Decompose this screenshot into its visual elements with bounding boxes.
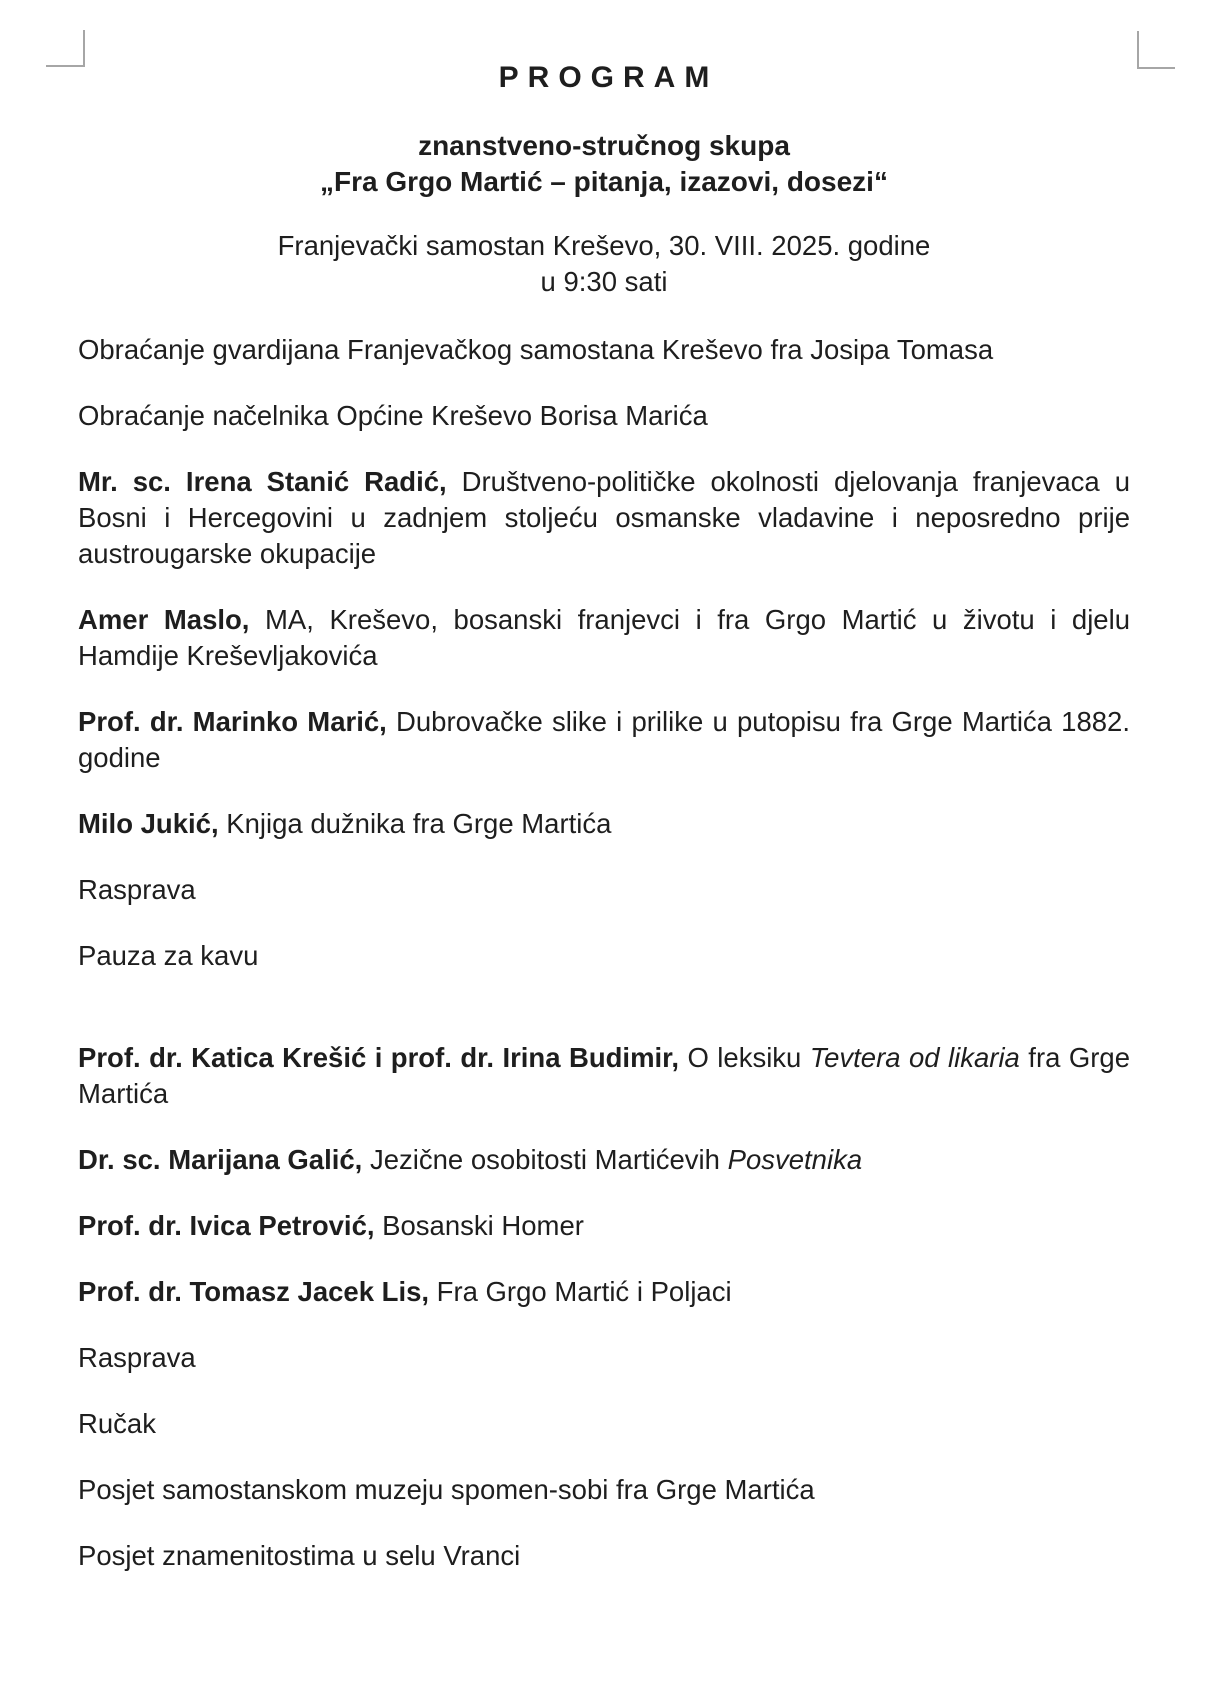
work-title: Posvetnika [727,1144,863,1175]
program-item [78,704,1130,776]
program-item [78,872,1130,908]
item-text: Knjiga dužnika fra Grge Martića [218,808,612,839]
program-item [78,398,1130,434]
document-title: PROGRAM [498,61,719,94]
program-item [78,938,1130,974]
item-text: fra Grge Martića [78,1042,1130,1109]
item-text: Fra Grgo Martić i Poljaci [429,1276,732,1307]
item-text: Rasprava [78,1342,196,1373]
item-text: Dubrovačke slike i prilike u putopisu fra Grge Martića 1882. godine [78,706,1130,773]
venue-block [78,228,1130,300]
document-subtitle [78,128,1130,200]
program-item [78,1538,1130,1574]
program-item [78,1040,1130,1112]
work-title: Tevtera od likaria [809,1042,1020,1073]
subtitle-line-2: „Fra Grgo Martić – pitanja, izazovi, dosezi“ [320,166,888,197]
speaker-name: Prof. dr. Ivica Petrović, [78,1210,375,1241]
speaker-name: Mr. sc. Irena Stanić Radić, [78,466,447,497]
item-text: Ručak [78,1408,156,1439]
speaker-name: Milo Jukić, [78,808,219,839]
program-item [78,464,1130,572]
item-text: Posjet znamenitostima u selu Vranci [78,1540,521,1571]
item-text: O leksiku [678,1042,810,1073]
program-item [78,1142,1130,1178]
speaker-name: Amer Maslo, [78,604,250,635]
speaker-name: Prof. dr. Marinko Marić, [78,706,387,737]
item-text: Rasprava [78,874,196,905]
subtitle-line-1: znanstveno-stručnog skupa [418,130,790,161]
speaker-name: Prof. dr. Katica Krešić i prof. dr. Irina Budimir, [78,1042,679,1073]
item-text: Obraćanje načelnika Općine Kreševo Borisa Marića [78,400,708,431]
item-text: Bosanski Homer [374,1210,584,1241]
item-text: MA, Kreševo, bosanski franjevci i fra Grgo Martić u životu i djelu Hamdije Kreševljakovića [78,604,1131,671]
speaker-name: Prof. dr. Tomasz Jacek Lis, [78,1276,430,1307]
page-corner-mark-right [1137,31,1175,69]
item-text: Posjet samostanskom muzeju spomen-sobi fra Grge Martića [78,1474,815,1505]
program-item [78,1472,1130,1508]
program-item [78,1208,1130,1244]
item-text: Jezične osobitosti Martićevih [362,1144,728,1175]
item-text: Obraćanje gvardijana Franjevačkog samostana Kreševo fra Josipa Tomasa [78,334,994,365]
program-list [78,332,1130,1574]
program-item [78,1406,1130,1442]
speaker-name: Dr. sc. Marijana Galić, [78,1144,363,1175]
venue-line: Franjevački samostan Kreševo, 30. VIII. 2025. godine [277,230,931,261]
time-line: u 9:30 sati [540,266,668,297]
program-item [78,602,1130,674]
item-text: Društveno-političke okolnosti djelovanja franjevaca u Bosni i Hercegovini u zadnjem stoljeću osmanske vladavine i neposredno prije austrougarske okupacije [78,466,1130,569]
item-text: Pauza za kavu [78,940,259,971]
page-corner-mark-left [46,30,85,67]
program-item [78,332,1130,368]
program-item [78,1340,1130,1376]
program-item [78,806,1130,842]
program-item [78,1274,1130,1310]
